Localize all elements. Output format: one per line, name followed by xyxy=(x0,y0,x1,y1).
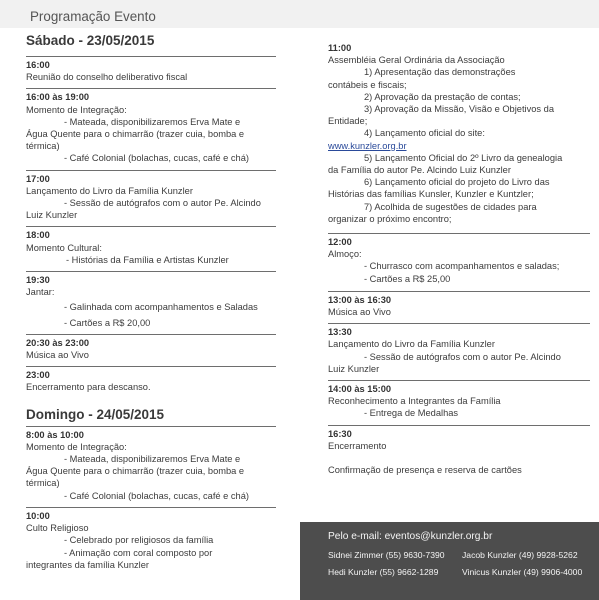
schedule-text: Música ao Vivo xyxy=(328,307,391,318)
contact-phone: Vinicus Kunzler (49) 9906-4000 xyxy=(462,567,583,577)
schedule-text: Reconhecimento a Integrantes da Família xyxy=(328,396,501,407)
schedule-time: 16:00 xyxy=(26,60,50,70)
contact-phone: Jacob Kunzler (49) 9928-5262 xyxy=(462,550,578,560)
contact-box xyxy=(300,522,599,600)
schedule-text: 6) Lançamento oficial do projeto do Livro das xyxy=(364,177,550,188)
schedule-text: - Mateada, disponibilizaremos Erva Mate e xyxy=(64,116,241,127)
schedule-text: 5) Lançamento Oficial do 2º Livro da genealogia xyxy=(364,152,563,163)
schedule-time: 20:30 às 23:00 xyxy=(26,337,90,348)
schedule-text: 4) Lançamento oficial do site: xyxy=(364,128,485,139)
schedule-item xyxy=(328,323,590,375)
schedule-text: Música ao Vivo xyxy=(26,350,89,361)
schedule-text: Lançamento do Livro da Família Kunzler xyxy=(26,185,193,196)
schedule-item xyxy=(26,170,276,222)
right-column xyxy=(328,40,590,476)
schedule-time: 8:00 às 10:00 xyxy=(26,429,84,440)
schedule-text: 1) Apresentação das demonstrações xyxy=(364,67,516,78)
schedule-text: Água Quente para o chimarrão (trazer cuia, bomba e térmica) xyxy=(26,466,245,489)
schedule-text: Luiz Kunzler xyxy=(328,363,380,374)
schedule-text: contábeis e fiscais; xyxy=(328,79,407,90)
schedule-text: - Celebrado por religiosos da família xyxy=(64,535,214,546)
schedule-text: Reunião do conselho deliberativo fiscal xyxy=(26,72,188,83)
contact-phone: Hedi Kunzler (55) 9662-1289 xyxy=(328,567,439,577)
schedule-text: Luiz Kunzler xyxy=(26,210,78,221)
schedule-item xyxy=(328,425,590,452)
schedule-time: 16:00 às 19:00 xyxy=(26,92,90,103)
schedule-item xyxy=(26,271,276,329)
contact-email[interactable]: Pelo e-mail: eventos@kunzler.org.br xyxy=(328,531,493,542)
schedule-time: 17:00 xyxy=(26,173,50,184)
schedule-text: Encerramento xyxy=(328,440,387,451)
schedule-time: 19:30 xyxy=(26,275,50,286)
schedule-text: organizar o próximo encontro; xyxy=(328,213,452,224)
schedule-text: Momento de Integração: xyxy=(26,441,127,452)
schedule-text: Almoço: xyxy=(328,249,362,260)
schedule-time: 10:00 xyxy=(26,510,50,521)
schedule-text: - Churrasco com acompanhamentos e saladas; xyxy=(364,261,560,272)
schedule-item xyxy=(26,88,276,164)
schedule-item xyxy=(328,291,590,318)
schedule-text: Água Quente para o chimarrão (trazer cuia, bomba e térmica) xyxy=(26,129,245,152)
schedule-text: - Cartões a R$ 25,00 xyxy=(364,273,451,284)
schedule-time: 14:00 às 15:00 xyxy=(328,384,392,395)
schedule-text: Jantar: xyxy=(26,287,55,298)
website-link[interactable]: www.kunzler.org.br xyxy=(328,140,407,151)
schedule-item xyxy=(26,56,276,83)
schedule-text: Momento Cultural: xyxy=(26,242,102,253)
schedule-text: - Sessão de autógrafos com o autor Pe. Alcindo xyxy=(364,351,561,362)
schedule-text: da Família do autor Pe. Alcindo Luiz Kunzler xyxy=(328,165,511,176)
contact-phone: Sidnei Zimmer (55) 9630-7390 xyxy=(328,550,445,560)
schedule-text: Culto Religioso xyxy=(26,523,89,534)
header-bar xyxy=(0,0,599,28)
schedule-item xyxy=(328,40,590,225)
page-title: Programação Evento xyxy=(30,9,156,24)
schedule-text: Lançamento do Livro da Família Kunzler xyxy=(328,339,495,350)
schedule-text: - Mateada, disponibilizaremos Erva Mate e xyxy=(64,454,241,465)
schedule-text: - Galinhada com acompanhamentos e Saladas xyxy=(64,302,258,313)
schedule-item xyxy=(26,507,276,571)
schedule-text: Histórias das famílias Kunsler, Kunzler e Kuntzler; xyxy=(328,189,534,200)
schedule-text: Momento de Integração: xyxy=(26,104,127,115)
confirmation-text: Confirmação de presença e reserva de cartões xyxy=(328,465,522,476)
schedule-text: 3) Aprovação da Missão, Visão e Objetivos da xyxy=(364,104,555,115)
schedule-text: - Animação com coral composto por xyxy=(64,547,213,558)
schedule-text: - Sessão de autógrafos com o autor Pe. Alcindo xyxy=(64,198,261,209)
schedule-text: - Cartões a R$ 20,00 xyxy=(64,317,151,328)
schedule-text: - Histórias da Família e Artistas Kunzler xyxy=(66,254,229,265)
schedule-item xyxy=(328,233,590,285)
schedule-text: integrantes da família Kunzler xyxy=(26,559,149,570)
schedule-text: - Entrega de Medalhas xyxy=(364,408,459,419)
schedule-text: Entidade; xyxy=(328,116,368,127)
schedule-item xyxy=(26,366,276,393)
schedule-time: 23:00 xyxy=(26,370,50,381)
schedule-time: 12:00 xyxy=(328,237,352,248)
schedule-time: 16:30 xyxy=(328,428,352,439)
schedule-text: - Café Colonial (bolachas, cucas, café e chá) xyxy=(64,153,249,164)
schedule-text: Assembléia Geral Ordinária da Associação xyxy=(328,55,505,66)
schedule-text: 2) Aprovação da prestação de contas; xyxy=(364,91,521,102)
schedule-item xyxy=(26,226,276,266)
schedule-item xyxy=(26,334,276,361)
schedule-item xyxy=(328,380,590,420)
sunday-title: Domingo - 24/05/2015 xyxy=(26,406,165,422)
saturday-title: Sábado - 23/05/2015 xyxy=(26,33,155,48)
schedule-time: 18:00 xyxy=(26,230,50,241)
schedule-time: 13:30 xyxy=(328,327,352,338)
schedule-text: 7) Acolhida de sugestões de cidades para xyxy=(364,201,537,212)
schedule-text: - Café Colonial (bolachas, cucas, café e chá) xyxy=(64,490,249,501)
schedule-item xyxy=(26,426,276,502)
schedule-text: Encerramento para descanso. xyxy=(26,382,151,393)
left-column xyxy=(26,32,276,576)
schedule-time: 13:00 às 16:30 xyxy=(328,294,392,305)
schedule-time: 11:00 xyxy=(328,43,352,53)
